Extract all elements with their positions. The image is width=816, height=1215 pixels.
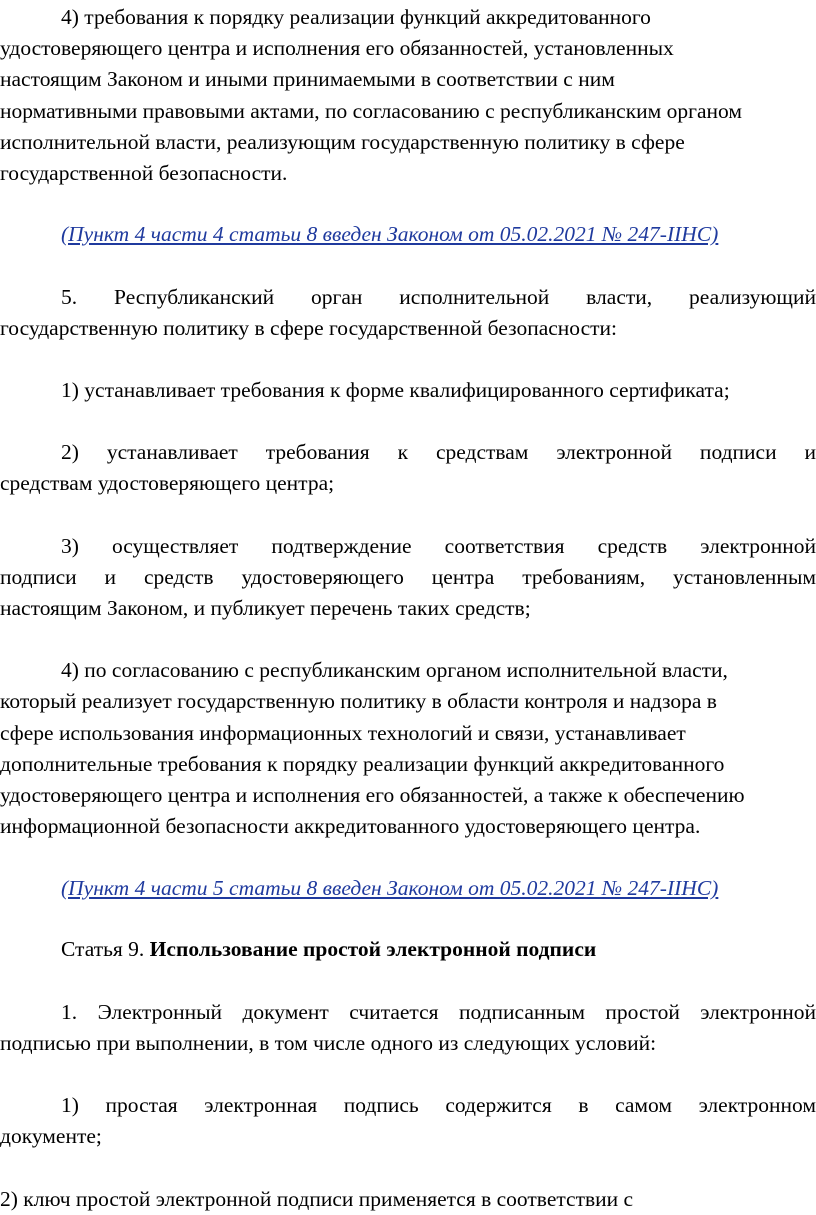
paragraph-line: подписью при выполнении, в том числе одного из следующих условий:: [0, 1031, 657, 1055]
paragraph-line: 3) осуществляет подтверждение соответствия средств электронной: [61, 534, 816, 558]
paragraph-line: государственную политику в сфере государственной безопасности:: [0, 316, 617, 340]
article-heading: [0, 934, 816, 965]
paragraph-line: 2) устанавливает требования к средствам электронной подписи и: [61, 440, 816, 464]
paragraph-line: удостоверяющего центра и исполнения его обязанностей, установленных: [0, 36, 674, 60]
paragraph-line: 4) по согласованию с республиканским органом исполнительной власти,: [61, 658, 728, 682]
paragraph-line: подписи и средств удостоверяющего центра требованиям, установленным: [0, 565, 816, 589]
paragraph-line: настоящим Законом, и публикует перечень таких средств;: [0, 596, 531, 620]
article-title: Использование простой электронной подписи: [149, 937, 597, 961]
paragraph-line: исполнительной власти, реализующим государственную политику в сфере: [0, 130, 685, 154]
paragraph-line: который реализует государственную политику в области контроля и надзора в: [0, 689, 717, 713]
paragraph-line: настоящим Законом и иными принимаемыми в соответствии с ним: [0, 67, 615, 91]
paragraph-line: государственной безопасности.: [0, 161, 288, 185]
paragraph-line: 1) простая электронная подпись содержится в самом электронном: [61, 1093, 816, 1117]
paragraph-line: информационной безопасности аккредитованного удостоверяющего центра.: [0, 814, 701, 838]
paragraph-line: сфере использования информационных технологий и связи, устанавливает: [0, 721, 686, 745]
paragraph-line: 2) ключ простой электронной подписи применяется в соответствии с: [0, 1187, 634, 1211]
paragraph-line: 5. Республиканский орган исполнительной власти, реализующий: [61, 285, 816, 309]
article-prefix: Статья 9.: [61, 937, 150, 961]
paragraph-line: нормативными правовыми актами, по согласованию с республиканским органом: [0, 99, 742, 123]
amendment-link[interactable]: (Пункт 4 части 5 статьи 8 введен Законом от 05.02.2021 № 247-IIНС): [61, 876, 719, 900]
paragraph-line: удостоверяющего центра и исполнения его обязанностей, а также к обеспечению: [0, 783, 745, 807]
paragraph-line: средствам удостоверяющего центра;: [0, 471, 335, 495]
paragraph-line: 1. Электронный документ считается подписанным простой электронной: [61, 1000, 816, 1024]
paragraph-line: 1) устанавливает требования к форме квалифицированного сертификата;: [61, 378, 730, 402]
amendment-link[interactable]: (Пункт 4 части 4 статьи 8 введен Законом от 05.02.2021 № 247-IIНС): [61, 222, 719, 246]
paragraph-line: документе;: [0, 1124, 102, 1148]
paragraph-line: 4) требования к порядку реализации функций аккредитованного: [61, 5, 651, 29]
paragraph-line: дополнительные требования к порядку реализации функций аккредитованного: [0, 752, 725, 776]
